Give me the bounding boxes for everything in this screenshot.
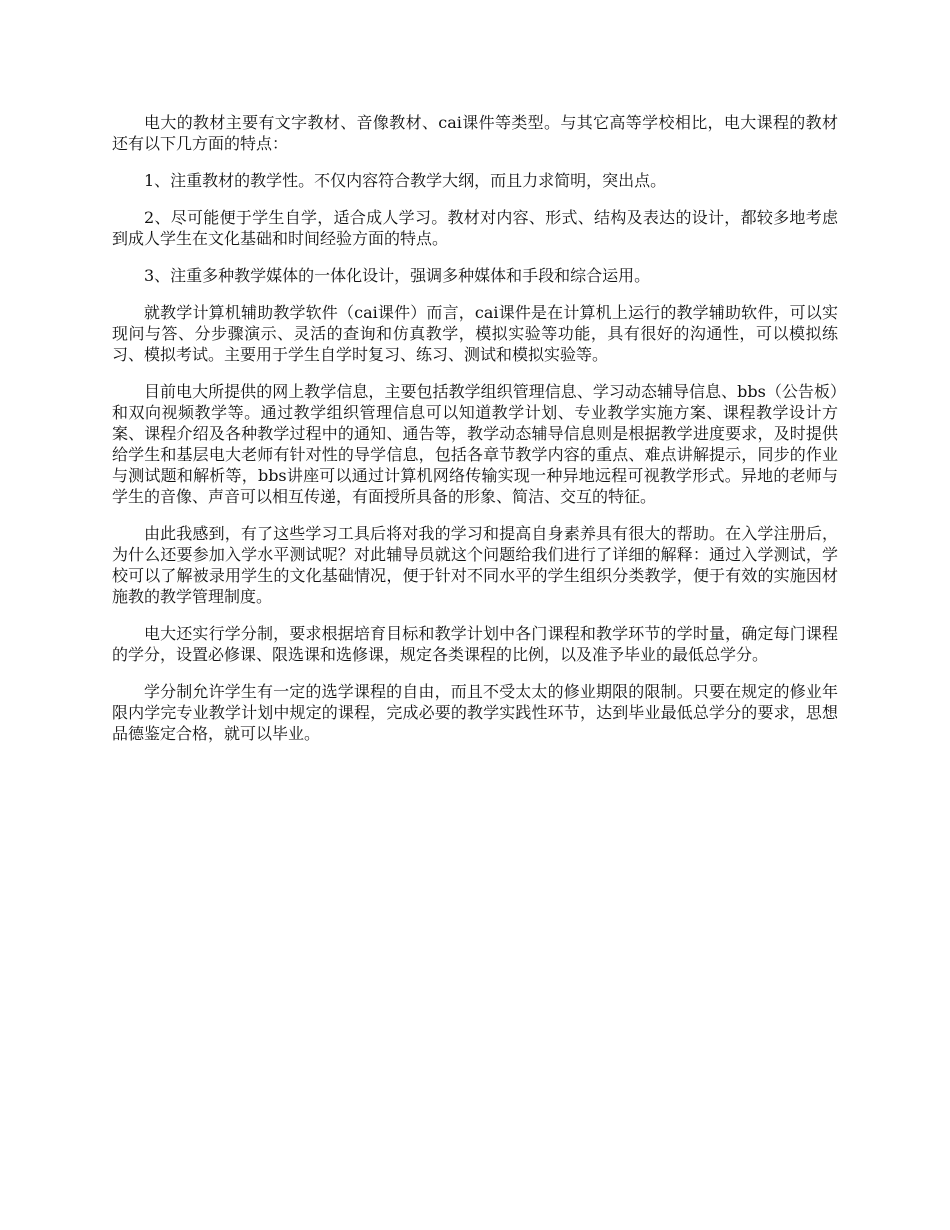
paragraph-point-2: 2、尽可能便于学生自学，适合成人学习。教材对内容、形式、结构及表达的设计，都较多地考虑到成人学生在文化基础和时间经验方面的特点。	[112, 208, 838, 248]
paragraph-point-3: 3、注重多种教学媒体的一体化设计，强调多种媒体和手段和综合运用。	[144, 266, 651, 285]
paragraph-graduation: 学分制允许学生有一定的选学课程的自由，而且不受太太的修业期限的限制。只要在规定的修业年限内学完专业教学计划中规定的课程，完成必要的教学实践性环节，达到毕业最低总学分的要求，思想品德鉴定合格，就可以毕业。	[112, 682, 838, 743]
paragraph-entrance-test: 由此我感到，有了这些学习工具后将对我的学习和提高自身素养具有很大的帮助。在入学注册后，为什么还要参加入学水平测试呢？对此辅导员就这个问题给我们进行了详细的解释：通过入学测试，学校可以了解被录用学生的文化基础情况，便于针对不同水平的学生组织分类教学，便于有效的实施因材施教的教学管理制度。	[112, 524, 838, 606]
paragraph-cai: 就教学计算机辅助教学软件（cai课件）而言，cai课件是在计算机上运行的教学辅助软件，可以实现问与答、分步骤演示、灵活的查询和仿真教学，模拟实验等功能，具有很好的沟通性，可以模拟练习、模拟考试。主要用于学生自学时复习、练习、测试和模拟实验等。	[112, 303, 838, 364]
paragraph-online-info: 目前电大所提供的网上教学信息，主要包括教学组织管理信息、学习动态辅导信息、bbs（公告板）和双向视频教学等。通过教学组织管理信息可以知道教学计划、专业教学实施方案、课程教学设计方案、课程介绍及各种教学过程中的通知、通告等，教学动态辅导信息则是根据教学进度要求，及时提供给学生和基层电大老师有针对性的导学信息，包括各章节教学内容的重点、难点讲解提示，同步的作业与测试题和解析等，bbs讲座可以通过计算机网络传输实现一种异地远程可视教学形式。异地的老师与学生的音像、声音可以相互传递，有面授所具备的形象、简洁、交互的特征。	[112, 382, 838, 506]
paragraph-intro: 电大的教材主要有文字教材、音像教材、cai课件等类型。与其它高等学校相比，电大课程的教材还有以下几方面的特点：	[112, 113, 838, 153]
document-body	[112, 112, 838, 760]
paragraph-point-1: 1、注重教材的教学性。不仅内容符合教学大纲，而且力求简明，突出点。	[144, 171, 667, 190]
paragraph-credit-system: 电大还实行学分制，要求根据培育目标和教学计划中各门课程和教学环节的学时量，确定每门课程的学分，设置必修课、限选课和选修课，规定各类课程的比例，以及准予毕业的最低总学分。	[112, 624, 838, 664]
